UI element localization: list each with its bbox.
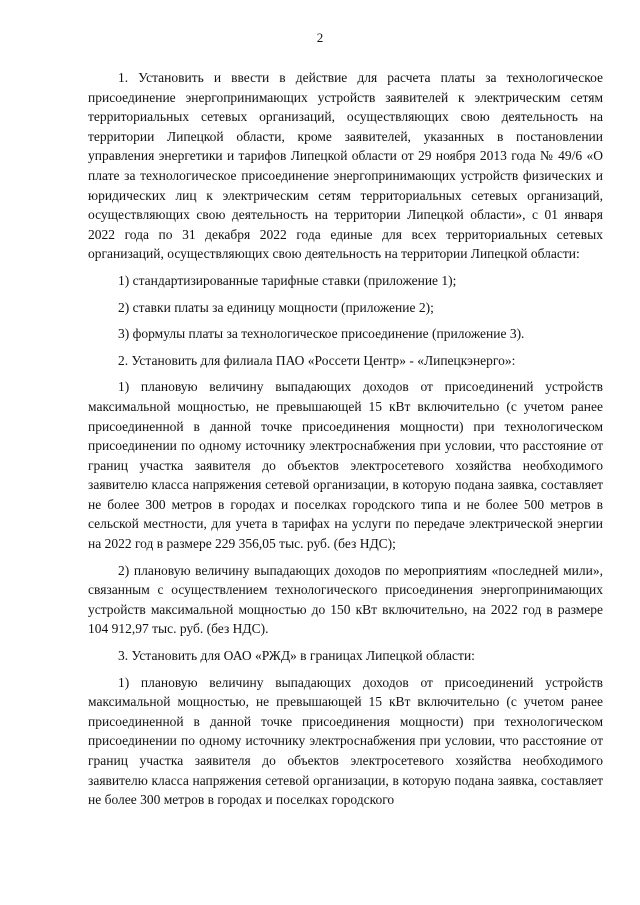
paragraph-clause-2-item-1: 1) плановую величину выпадающих доходов от присоединений устройств максимальной мощностью, не превышающей 15 кВт включительно (с учетом ранее присоединенной в данной точке присоединения мощности) при технологическом присоединении по одному источнику электроснабжения при условии, что расстояние от границ участка заявителя до объектов электросетевого хозяйства необходимого заявителю класса напряжения сетевой организации, в которую подана заявка, составляет не более 300 метров в городах и поселках городского типа и не более 500 метров в сельской местности, для учета в тарифах на услуги по передаче электрической энергии на 2022 год в размере 229 356,05 тыс. руб. (без НДС); xyxy=(88,379,603,552)
paragraph-clause-2: 2. Установить для филиала ПАО «Россети Центр» - «Липецкэнерго»: xyxy=(118,352,516,368)
document-body xyxy=(88,68,603,810)
paragraph-clause-3-item-1: 1) плановую величину выпадающих доходов от присоединений устройств максимальной мощностью, не превышающей 15 кВт включительно (с учетом ранее присоединенной в данной точке присоединения мощности) при технологическом присоединении по одному источнику электроснабжения при условии, что расстояние от границ участка заявителя до объектов электросетевого хозяйства необходимого заявителю класса напряжения сетевой организации, в которую подана заявка, составляет не более 300 метров в городах и поселках городского xyxy=(88,674,603,808)
paragraph-item-standard-rates: 1) стандартизированные тарифные ставки (приложение 1); xyxy=(118,272,457,288)
paragraph-clause-3: 3. Установить для ОАО «РЖД» в границах Липецкой области: xyxy=(118,648,475,664)
paragraph-clause-2-item-2: 2) плановую величину выпадающих доходов по мероприятиям «последней мили», связанным с осуществлением технологического присоединения энергопринимающих устройств максимальной мощностью до 150 кВт включительно, на 2022 год в размере 104 912,97 тыс. руб. (без НДС). xyxy=(88,562,603,637)
paragraph-item-capacity-rates: 2) ставки платы за единицу мощности (приложение 2); xyxy=(118,299,434,315)
paragraph-item-formulas: 3) формулы платы за технологическое присоединение (приложение 3). xyxy=(118,326,525,342)
page-number: 2 xyxy=(316,30,324,45)
paragraph-clause-1: 1. Установить и ввести в действие для расчета платы за технологическое присоединение энергопринимающих устройств заявителей к электрическим сетям территориальных сетевых организаций, осуществляющих свою деятельность на территории Липецкой области, кроме заявителей, указанных в постановлении управления энергетики и тарифов Липецкой области от 29 ноября 2013 года № 49/6 «О плате за технологическое присоединение энергопринимающих устройств физических и юридических лиц к электрическим сетям территориальных сетевых организаций, осуществляющих свою деятельность на территории Липецкой области», с 01 января 2022 года по 31 декабря 2022 года единые для всех территориальных сетевых организаций, осуществляющих свою деятельность на территории Липецкой области: xyxy=(88,70,603,262)
